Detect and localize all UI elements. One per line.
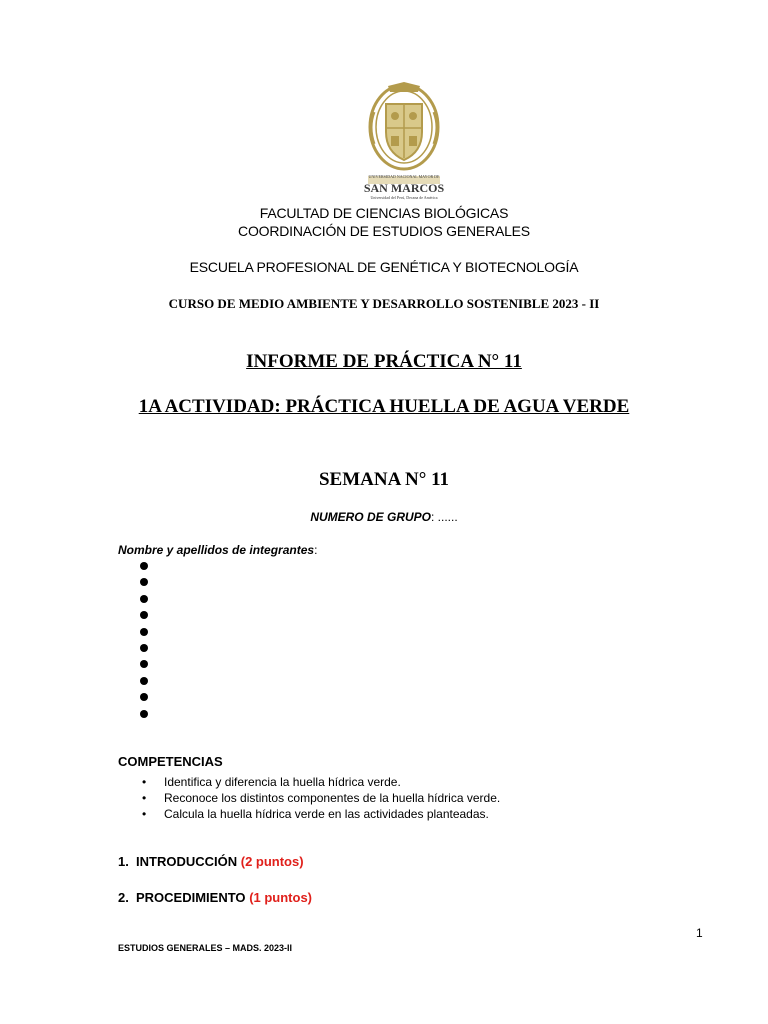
competencia-text: Reconoce los distintos componentes de la huella hídrica verde. (164, 791, 501, 805)
competencia-text: Calcula la huella hídrica verde en las actividades planteadas. (164, 807, 489, 821)
section-number: 1. (118, 854, 129, 869)
list-item (142, 806, 500, 822)
members-label-line (118, 543, 317, 557)
logo-name: SAN MARCOS (363, 181, 445, 195)
section-title: INTRODUCCIÓN (136, 854, 238, 869)
bullet-dot-icon (140, 660, 148, 668)
bullet-dot-icon (140, 562, 148, 570)
members-label-colon: : (314, 543, 318, 557)
members-label: Nombre y apellidos de integrantes (118, 543, 315, 557)
bullet-dot-icon (140, 677, 148, 685)
list-item (142, 790, 500, 806)
bullet-marker: • (142, 807, 147, 821)
competencia-text: Identifica y diferencia la huella hídrica verde. (164, 775, 401, 789)
week-title: SEMANA N° 11 (318, 469, 450, 490)
bullet-marker: • (142, 791, 147, 805)
list-item (142, 774, 500, 790)
university-logo (362, 82, 446, 202)
section-introduccion (118, 854, 304, 869)
bullet-dot-icon (140, 693, 148, 701)
logo-seal-text: UNIVERSIDAD NACIONAL MAYOR DE (368, 174, 440, 179)
bullet-dot-icon (140, 578, 148, 586)
section-number: 2. (118, 890, 129, 905)
page-number: 1 (696, 926, 703, 940)
faculty-name: FACULTAD DE CIENCIAS BIOLÓGICAS (259, 205, 509, 221)
section-procedimiento (118, 890, 312, 905)
bullet-dot-icon (140, 628, 148, 636)
logo-motto: Universidad del Perú, Decana de América (370, 195, 438, 200)
footer-text: ESTUDIOS GENERALES – MADS. 2023-II (118, 943, 293, 953)
bullet-dot-icon (140, 595, 148, 603)
competencias-heading: COMPETENCIAS (118, 754, 223, 769)
section-title: PROCEDIMIENTO (136, 890, 246, 905)
section-points: (1 puntos) (249, 890, 313, 905)
group-number-label: NUMERO DE GRUPO (310, 510, 431, 524)
bullet-dot-icon (140, 644, 148, 652)
school-name: ESCUELA PROFESIONAL DE GENÉTICA Y BIOTECNOLOGÍA (189, 259, 579, 275)
coordination-name: COORDINACIÓN DE ESTUDIOS GENERALES (238, 223, 530, 239)
section-points: (2 puntos) (240, 854, 304, 869)
group-number-value: : ...... (431, 510, 458, 524)
competencias-list (142, 774, 500, 822)
bullet-marker: • (142, 775, 147, 789)
bullet-dot-icon (140, 710, 148, 718)
group-number-line (0, 510, 768, 524)
activity-title: 1A ACTIVIDAD: PRÁCTICA HUELLA DE AGUA VERDE (138, 396, 630, 417)
bullet-dot-icon (140, 611, 148, 619)
report-title: INFORME DE PRÁCTICA N° 11 (246, 351, 522, 372)
course-name: CURSO DE MEDIO AMBIENTE Y DESARROLLO SOSTENIBLE 2023 - II (168, 296, 600, 311)
